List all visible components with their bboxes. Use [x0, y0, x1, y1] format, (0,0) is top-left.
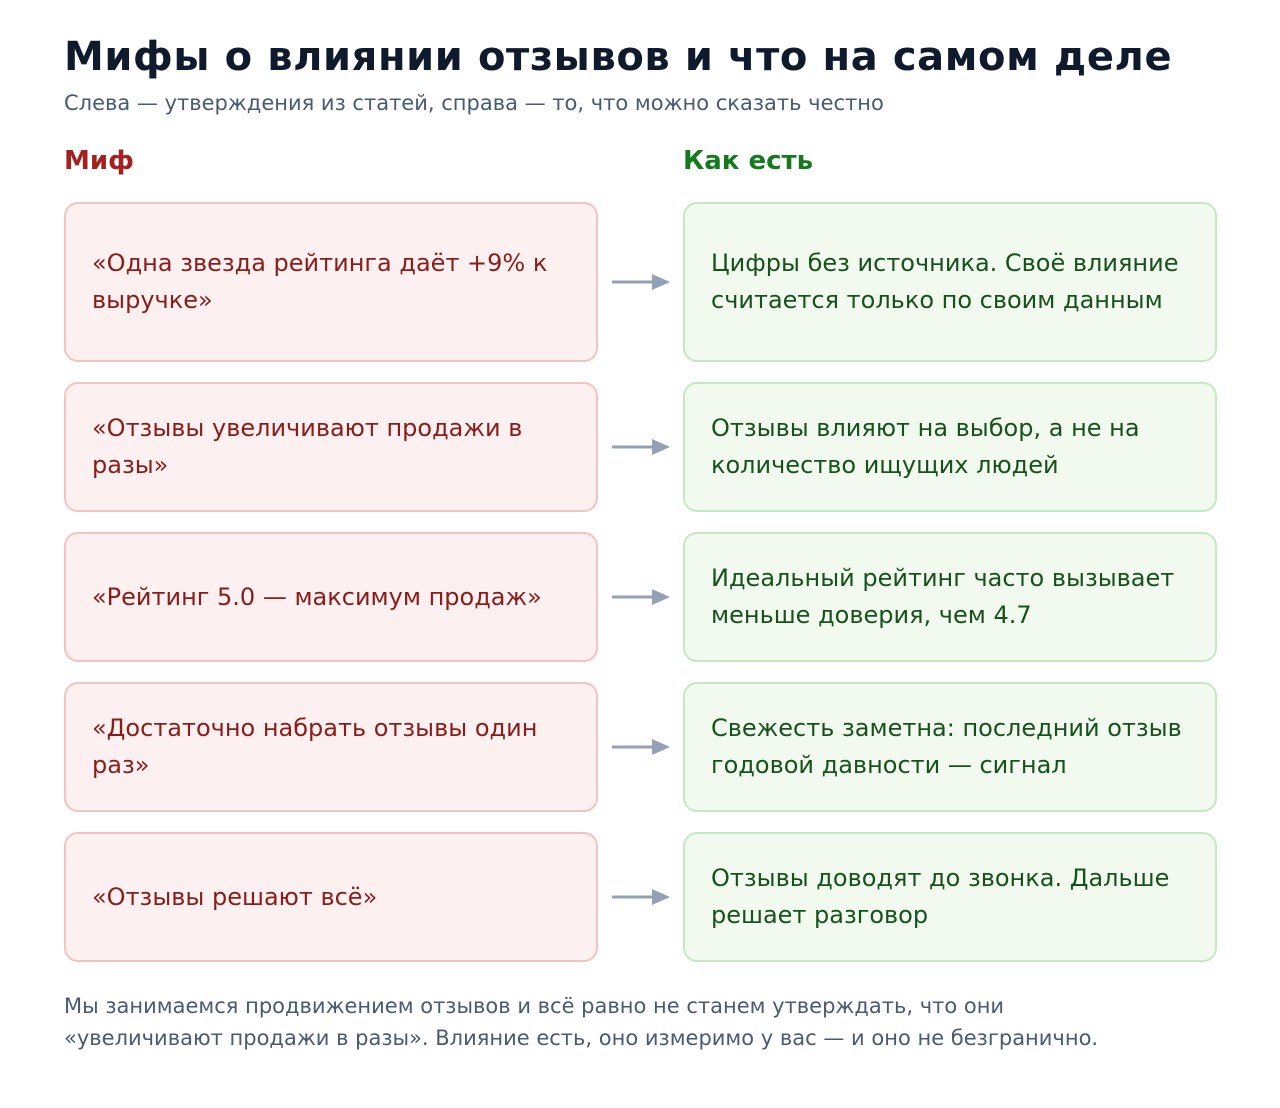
fact-card: Отзывы доводят до звонка. Дальше решает разговор — [683, 832, 1217, 962]
myth-fact-row — [64, 382, 1217, 512]
myth-card: «Отзывы решают всё» — [64, 832, 598, 962]
fact-card: Отзывы влияют на выбор, а не на количество ищущих людей — [683, 382, 1217, 512]
arrow-right-icon — [598, 832, 683, 962]
arrow-right-icon — [598, 202, 683, 362]
fact-card: Идеальный рейтинг часто вызывает меньше доверия, чем 4.7 — [683, 532, 1217, 662]
myth-card: «Одна звезда рейтинга даёт +9% к выручке» — [64, 202, 598, 362]
page-subtitle: Слева — утверждения из статей, справа — то, что можно сказать честно — [64, 91, 884, 115]
myth-fact-row — [64, 532, 1217, 662]
myth-fact-row — [64, 202, 1217, 362]
myth-fact-row — [64, 832, 1217, 962]
myth-card: «Достаточно набрать отзывы один раз» — [64, 682, 598, 812]
myth-card: «Рейтинг 5.0 — максимум продаж» — [64, 532, 598, 662]
page-title: Мифы о влиянии отзывов и что на самом деле — [64, 34, 1173, 80]
myth-card: «Отзывы увеличивают продажи в разы» — [64, 382, 598, 512]
myth-fact-list — [64, 202, 1217, 982]
fact-column-header: Как есть — [683, 146, 814, 176]
arrow-right-icon — [598, 382, 683, 512]
arrow-right-icon — [598, 682, 683, 812]
arrow-right-icon — [598, 532, 683, 662]
fact-card: Свежесть заметна: последний отзыв годовой давности — сигнал — [683, 682, 1217, 812]
fact-card: Цифры без источника. Своё влияние считается только по своим данным — [683, 202, 1217, 362]
myth-fact-row — [64, 682, 1217, 812]
myth-column-header: Миф — [64, 146, 134, 176]
footer-note: Мы занимаемся продвижением отзывов и всё равно не станем утверждать, что они «увеличивают продажи в разы». Влияние есть, оно измеримо у вас — и оно не безгранично. — [64, 994, 1099, 1050]
